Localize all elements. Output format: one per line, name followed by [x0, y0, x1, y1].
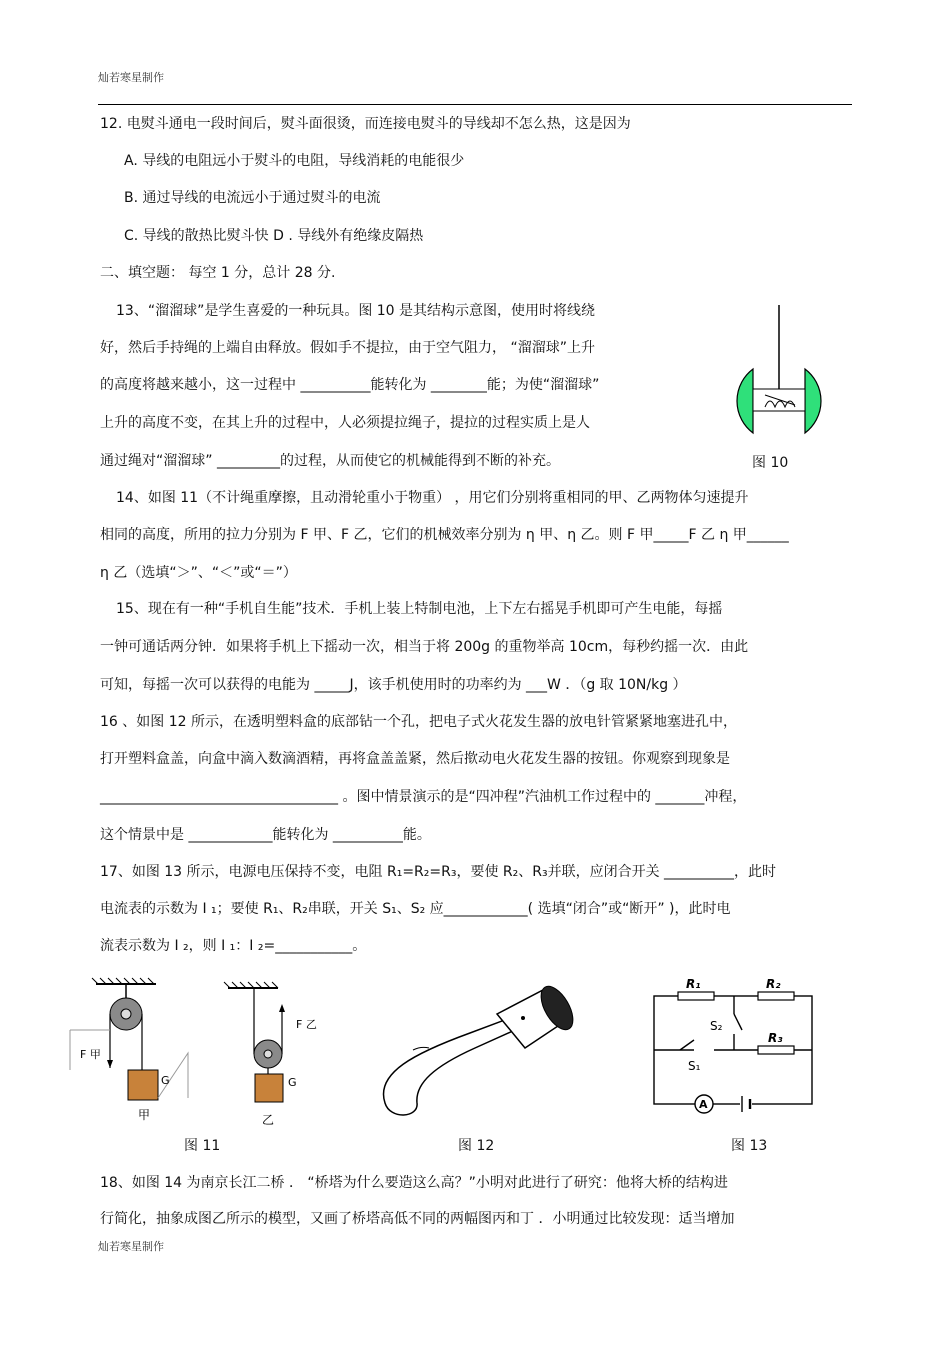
- q14-line-1: 14、如图 11（不计绳重摩擦，且动滑轮重小于物重） ，用它们分别将重相同的甲、乙两物体匀速提升: [116, 490, 749, 506]
- fig13-r1: R₁: [686, 977, 701, 991]
- fig13-r2: R₂: [766, 977, 781, 991]
- figure-12-label: 图 12: [458, 1138, 495, 1154]
- q17-line-3: 流表示数为 I ₂，则 I ₁：I ₂=___________。: [100, 938, 367, 954]
- fig13-ammeter: A: [699, 1098, 708, 1111]
- figure-13-circuit: [650, 978, 820, 1118]
- fig11-g-jia: G: [161, 1074, 170, 1087]
- q14-line-2: 相同的高度，所用的拉力分别为 F 甲、F 乙，它们的机械效率分别为 η 甲、η 乙。则 F 甲_____F 乙 η 甲______: [100, 527, 789, 543]
- figure-13-label: 图 13: [731, 1138, 768, 1154]
- q12-option-cd: C. 导线的散热比熨斗快 D . 导线外有绝缘皮隔热: [124, 228, 424, 244]
- q13-line-5: 通过绳对“溜溜球” _________的过程，从而使它的机械能得到不断的补充。: [100, 453, 560, 469]
- q12-option-a: A. 导线的电阻远小于熨斗的电阻，导线消耗的电能很少: [124, 153, 465, 169]
- q13-line-3: 的高度将越来越小，这一过程中 __________能转化为 ________能；为使“溜溜球”: [100, 377, 600, 393]
- fig11-jia: 甲: [138, 1108, 151, 1122]
- figure-12-spark-generator: [375, 978, 605, 1128]
- q12-option-b: B. 通过导线的电流远小于通过熨斗的电流: [124, 190, 381, 206]
- q13-line-1: 13、“溜溜球”是学生喜爱的一种玩具。图 10 是其结构示意图，使用时将线绕: [116, 303, 596, 319]
- q16-line-1: 16 、如图 12 所示，在透明塑料盒的底部钻一个孔，把电子式火花发生器的放电针管紧紧地塞进孔中，: [100, 714, 737, 730]
- fig11-f-yi: F 乙: [296, 1018, 317, 1031]
- fig11-yi: 乙: [262, 1113, 275, 1127]
- figure-11-pulleys: [68, 978, 338, 1128]
- page-footer: 灿若寒星制作: [98, 1240, 164, 1253]
- section-2-title: 二、填空题： 每空 1 分，总计 28 分.: [100, 265, 336, 281]
- q13-line-4: 上升的高度不变，在其上升的过程中，人必须提拉绳子，提拉的过程实质上是人: [100, 415, 590, 431]
- q18-line-1: 18、如图 14 为南京长江二桥 ． “桥塔为什么要造这么高？”小明对此进行了研究：他将大桥的结构进: [100, 1175, 728, 1191]
- q15-line-1: 15、现在有一种“手机自生能”技术．手机上装上特制电池，上下左右摇晃手机即可产生电能，每摇: [116, 601, 723, 617]
- figure-11-label: 图 11: [184, 1138, 221, 1154]
- q17-line-1: 17、如图 13 所示，电源电压保持不变，电阻 R₁=R₂=R₃，要使 R₂、R₃并联，应闭合开关 __________，此时: [100, 864, 777, 880]
- q15-line-2: 一钟可通话两分钟．如果将手机上下摇动一次，相当于将 200g 的重物举高 10cm，每秒约摇一次．由此: [100, 639, 749, 655]
- fig11-f-jia: F 甲: [80, 1048, 101, 1061]
- page-header: 灿若寒星制作: [98, 71, 164, 84]
- q17-line-2: 电流表的示数为 I ₁；要使 R₁、R₂串联，开关 S₁、S₂ 应____________( 选填“闭合”或“断开” )，此时电: [100, 901, 731, 917]
- q14-line-3: η 乙（选填“＞”、“＜”或“＝”）: [100, 565, 297, 581]
- q13-line-2: 好，然后手持绳的上端自由释放。假如手不提拉，由于空气阻力， “溜溜球”上升: [100, 340, 595, 356]
- q18-line-2: 行简化，抽象成图乙所示的模型，又画了桥塔高低不同的两幅图丙和丁 ．小明通过比较发现：适当增加: [100, 1211, 735, 1227]
- q15-line-3: 可知，每摇一次可以获得的电能为 _____J，该手机使用时的功率约为 ___W ．（g 取 10N/kg ）: [100, 677, 687, 693]
- q12-stem: 12. 电熨斗通电一段时间后，熨斗面很烫，而连接电熨斗的导线却不怎么热，这是因为: [100, 116, 631, 132]
- header-rule: [98, 104, 852, 105]
- fig13-s2: S₂: [710, 1019, 723, 1033]
- q16-line-2: 打开塑料盒盖，向盒中滴入数滴酒精，再将盒盖盖紧，然后揿动电火花发生器的按钮。你观察到现象是: [100, 751, 730, 767]
- fig13-r3: R₃: [768, 1031, 783, 1045]
- q16-line-4: 这个情景中是 ____________能转化为 __________能。: [100, 827, 431, 843]
- figure-10-yoyo: [725, 305, 815, 445]
- fig13-s1: S₁: [688, 1059, 701, 1073]
- fig11-g-yi: G: [288, 1076, 297, 1089]
- figure-10-label: 图 10: [752, 455, 789, 471]
- q16-line-3: __________________________________ 。图中情景演示的是“四冲程”汽油机工作过程中的 _______冲程，: [100, 789, 747, 805]
